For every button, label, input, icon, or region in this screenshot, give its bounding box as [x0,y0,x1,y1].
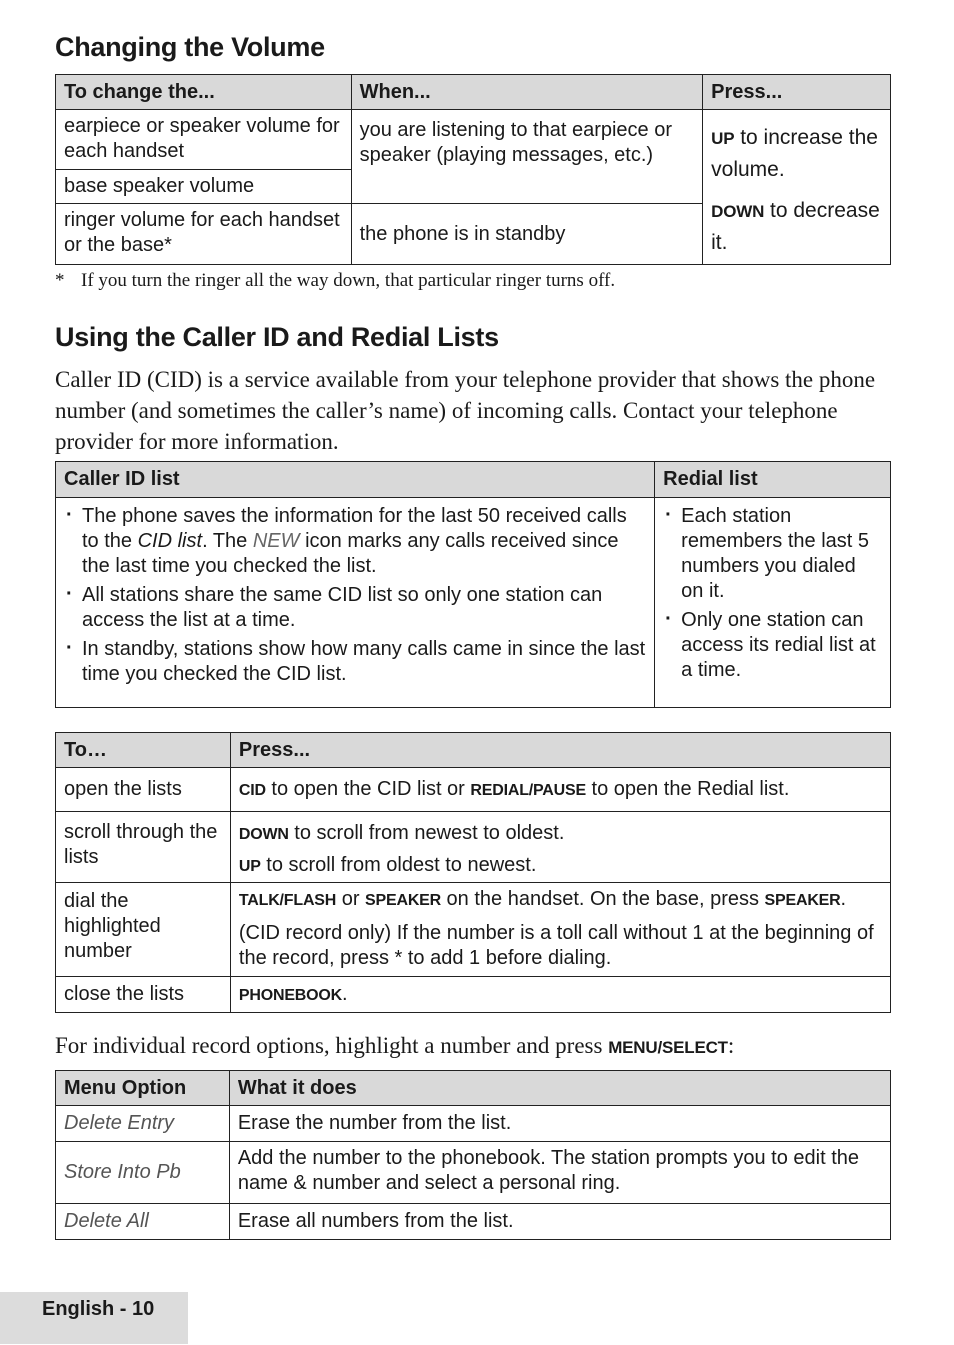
dial-line-1: TALK/FLASH or SPEAKER on the handset. On the base, press SPEAKER. [238,888,847,910]
callerid-heading: Using the Caller ID and Redial Lists [55,322,499,352]
page-footer: English - 10 [0,1292,188,1344]
records-header-option: Menu Option [56,1071,230,1106]
key-menu-select: MENU/SELECT [608,1038,728,1057]
volume-rows12-when: you are listening to that earpiece or speaker (playing messages, etc.) [351,110,703,204]
key-redial-pause: REDIAL/PAUSE [470,781,586,799]
action-scroll-to: scroll through the lists [56,812,231,883]
key-cid: CID [238,781,266,799]
volume-row3-when: the phone is in standby [351,204,703,265]
key-up: UP [711,129,735,148]
record-option-store-into-pb: Store Into Pb [56,1142,230,1204]
action-close-to: close the lists [56,977,231,1013]
redial-list-cell [655,498,891,708]
record-option-delete-all: Delete All [56,1204,230,1240]
lists-header-redial: Redial list [655,462,891,498]
action-dial-press [230,883,890,977]
volume-header-press: Press... [703,75,891,110]
volume-row3-item: ringer volume for each handset or the base* [56,204,352,265]
volume-press-up [711,122,882,185]
action-open-to: open the lists [56,768,231,812]
volume-press-down-text: to decrease it. [711,199,880,254]
key-phonebook: PHONEBOOK [238,986,342,1004]
volume-press-down [711,195,882,258]
action-open-press: CID to open the CID list or REDIAL/PAUSE to open the Redial list. [230,768,890,812]
redial-bullet-2: · Only one station can access its redial list at a time. [663,608,882,683]
volume-press-cell [703,110,891,265]
footnote-text: If you turn the ringer all the way down, that particular ringer turns off. [81,270,616,291]
volume-row1-item: earpiece or speaker volume for each handset [56,110,352,170]
key-talk-flash: TALK/FLASH [238,892,337,909]
footnote-marker: * [55,270,65,291]
dial-line-2: (CID record only) If the number is a toll call without 1 at the beginning of the record, press * to add 1 before dialing. [238,922,874,969]
lists-table [55,461,891,708]
new-icon-label: NEW [252,530,300,552]
record-does-delete-entry: Erase the number from the list. [229,1106,890,1142]
record-option-delete-entry: Delete Entry [56,1106,230,1142]
volume-table [55,74,891,265]
cid-bullet-2: · All stations share the same CID list so only one station can access the list at a time. [64,583,646,633]
scroll-down-line: DOWN to scroll from newest to oldest. [238,822,565,844]
volume-header-when: When... [351,75,703,110]
actions-header-press: Press... [230,733,890,768]
record-does-delete-all: Erase all numbers from the list. [229,1204,890,1240]
volume-row2-item: base speaker volume [56,170,352,204]
records-header-does: What it does [229,1071,890,1106]
action-close-press: PHONEBOOK. [230,977,890,1013]
redial-bullet-1: · Each station remembers the last 5 numbers you dialed on it. [663,504,882,604]
actions-header-to: To… [56,733,231,768]
record-does-store-into-pb: Add the number to the phonebook. The station prompts you to edit the name & number and select a personal ring. [229,1142,890,1204]
action-scroll-press [230,812,890,883]
callerid-intro: Caller ID (CID) is a service available from your telephone provider that shows the phone number (and sometimes the caller’s name) of incoming calls. Contact your telephone provider for more information. [55,367,876,454]
cid-bullet-1: · The phone saves the information for the last 50 received calls to the CID list. The NEW icon marks any calls received since the last time you checked the list. [64,504,646,579]
records-table [55,1070,891,1240]
volume-footnote [55,270,615,292]
volume-header-change: To change the... [56,75,352,110]
key-speaker-base: SPEAKER [764,892,841,909]
action-dial-to: dial the highlighted number [56,883,231,977]
key-down: DOWN [711,202,765,221]
cid-list-cell [56,498,655,708]
key-down: DOWN [238,826,289,843]
cid-list-term: CID list [137,530,203,552]
volume-press-up-text: to increase the volume. [711,126,878,181]
actions-table [55,732,891,1013]
scroll-up-line: UP to scroll from oldest to newest. [238,854,537,876]
key-speaker: SPEAKER [365,892,441,909]
cid-bullet-3: · In standby, stations show how many calls came in since the last time you checked the CID list. [64,637,646,687]
records-intro: For individual record options, highlight a number and press MENU/SELECT: [55,1033,735,1058]
key-up: UP [238,858,261,875]
lists-header-cid: Caller ID list [56,462,655,498]
volume-heading: Changing the Volume [55,32,325,62]
